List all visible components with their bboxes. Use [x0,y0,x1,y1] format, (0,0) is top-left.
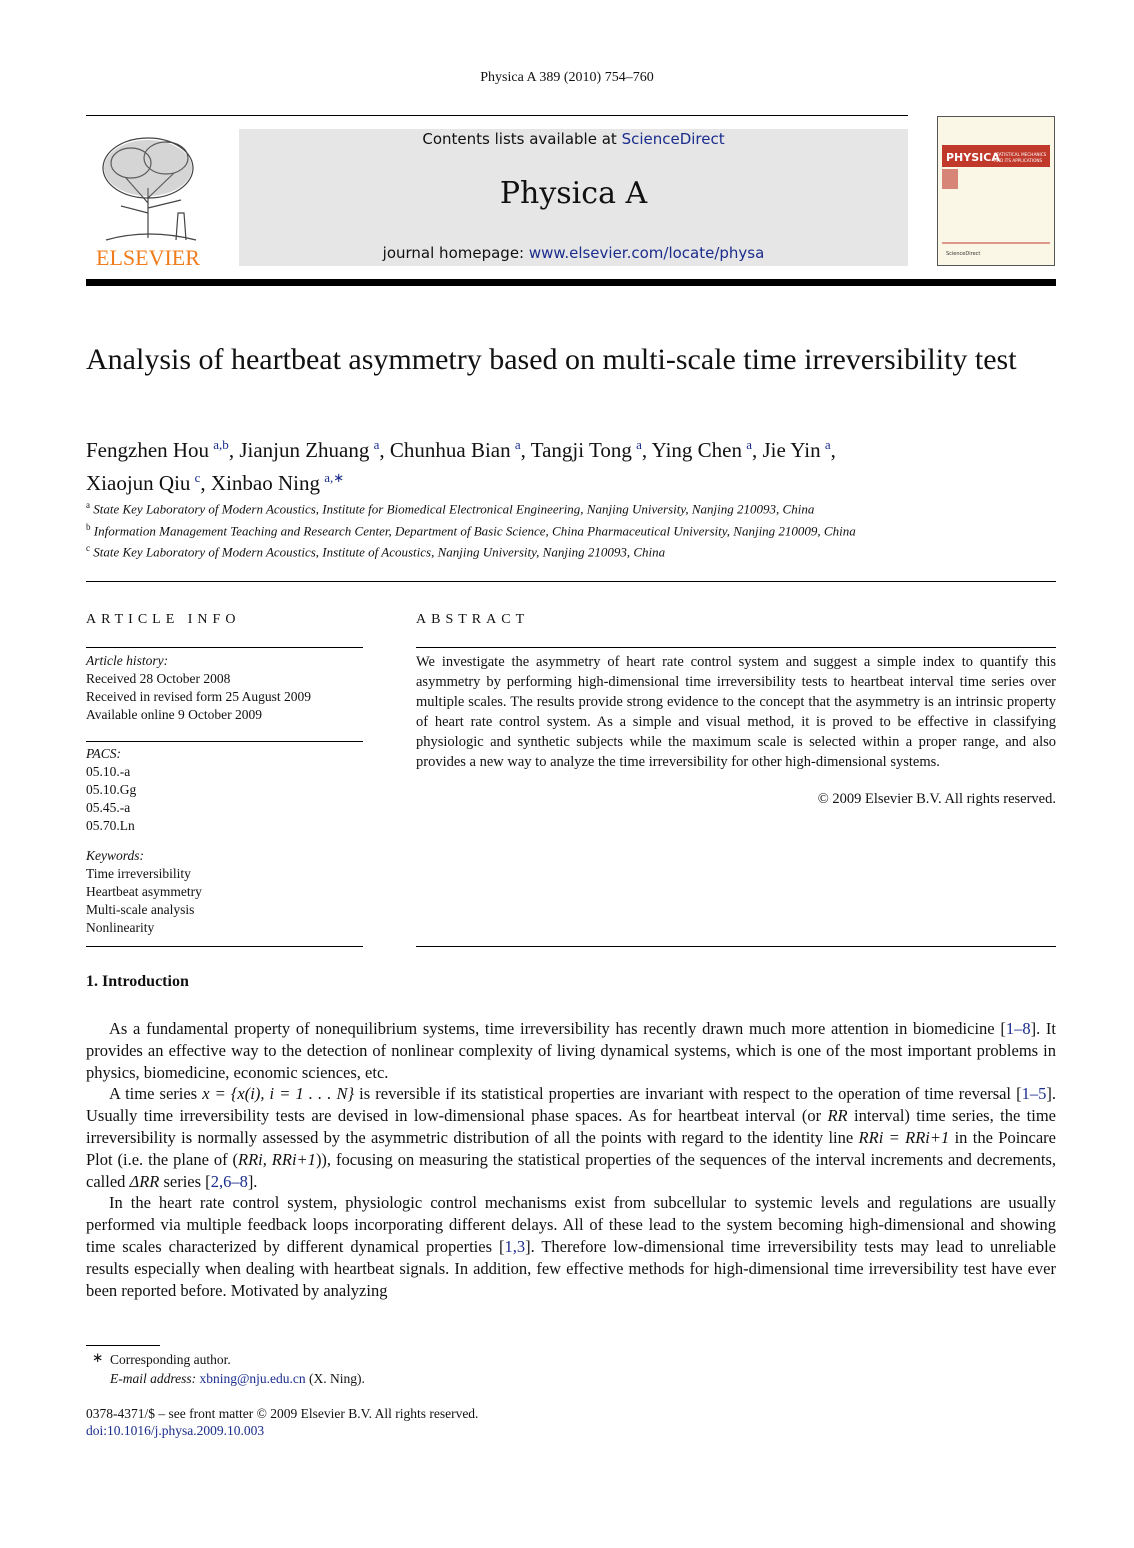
pacs-block [86,745,366,835]
affiliation-text: State Key Laboratory of Modern Acoustics, Institute of Acoustics, Nanjing University, Nanjing 210093, China [93,544,666,560]
affiliation-c [86,543,1056,560]
abstract-copyright: © 2009 Elsevier B.V. All rights reserved. [817,791,1056,807]
abstract-heading: ABSTRACT [416,612,530,627]
affiliation-text: Information Management Teaching and Research Center, Department of Basic Science, China Pharmaceutical University, Nanjing 210009, China [93,523,856,539]
abstract-text: We investigate the asymmetry of heart rate control system and suggest a simple index to quantify this asymmetry by performing high-dimensional time irreversibility tests to heartbeat interval time series over multiple scales. The results provide strong evidence to the concept that the asymmetry is an intrinsic property of heart rate control system. As a simple and visual method, it is proved to be effective in classifying physiologic and synthetic subjects while the maximum scale is selected within a proper range, and also provides a new way to analyze the time irreversibility for other high-dimensional systems. [416,654,1056,770]
citation-link[interactable]: 1–5 [1021,1084,1047,1104]
paragraph: As a fundamental property of nonequilibrium systems, time irreversibility has recently drawn much more attention in biomedicine [1–8]. It provides an effective way to the detection of nonlinear complexity of living dynamical systems, which is one of the most important problems in physics, biomedicine, economic sciences, etc. [86,1019,1056,1082]
paragraph: In the heart rate control system, physiologic control mechanisms exist from subcellular to systemic levels and regulations are usually performed via multiple feedback loops incorporating different delays. All of these lead to the system becoming high-dimensional and showing time scales characterized by different dynamical properties [1,3]. Therefore low-dimensional time irreversibility tests may lead to unreliable results especially when dealing with heartbeat signals. In addition, few effective methods for high-dimensional time irreversibility test have ever been reported before. Motivated by analyzing [86,1193,1056,1300]
author-affiliation-mark[interactable]: c [194,470,201,485]
contents-line [239,130,908,148]
contents-prefix: Contents lists available at [422,130,617,148]
keywords-label: Keywords: [86,848,144,863]
abstract-rule [416,647,1056,648]
pacs-item: 05.45.-a [86,800,131,815]
svg-text:PHYSICA: PHYSICA [946,151,1000,164]
header-rule [86,115,908,116]
affiliation-mark: a [86,500,90,510]
pacs-label: PACS: [86,746,122,761]
keyword-item: Time irreversibility [86,866,191,881]
corresponding-author: Corresponding author. [110,1352,231,1367]
email-suffix: (X. Ning). [309,1371,365,1386]
author-name: Xinbao Ning [210,471,320,495]
header-thick-rule [86,279,1056,286]
elsevier-logo [86,128,211,268]
intro-body [86,1018,1056,1301]
citation-link[interactable]: 1–8 [1005,1019,1031,1038]
history-item: Available online 9 October 2009 [86,707,262,722]
email-link[interactable]: xbning@nju.edu.cn [199,1371,306,1386]
cover-icon [938,117,1054,265]
affiliation-mark: b [86,522,91,532]
homepage-prefix: journal homepage: [382,244,525,262]
affiliation-text: State Key Laboratory of Modern Acoustics, Institute for Biomedical Electronical Engineering, Nanjing University, Nanjing 210093, China [93,501,815,517]
math-inline: ΔRR [129,1171,160,1191]
affiliation-b [86,522,1056,539]
affiliation-mark: c [86,543,90,553]
abstract-rule [416,946,1056,947]
author-affiliation-mark[interactable]: a [636,437,642,452]
author-name: Ying Chen [651,438,742,462]
author-list: Fengzhen Hou $^{a,b}$, Jianjun Zhuang $^a$, Chunhua Bian $^a$, Tangji Tong $^a$, Ying Chen $^a$, Jie Yin $^a$, Xiaojun Qiu $^c$, Xinbao Ning $^{a,∗}$ [86,437,836,495]
footnote-rule [86,1345,160,1346]
math-inline: RR [827,1106,848,1126]
journal-cover-image [937,116,1055,266]
pacs-item: 05.10.-a [86,764,131,779]
homepage-line [239,244,908,262]
article-info-heading: ARTICLE INFO [86,612,241,627]
journal-reference: Physica A 389 (2010) 754–760 [480,70,654,85]
author-affiliation-mark[interactable]: a [824,437,831,452]
footnote-mark: ∗ [92,1350,104,1365]
author-name: Jie Yin [762,438,821,462]
history-label: Article history: [86,653,169,668]
author-name: Chunhua Bian [389,438,511,462]
info-rule [86,647,363,648]
citation-link[interactable]: 2,6–8 [210,1171,248,1191]
paragraph: A time series x = {x(i), i = 1 . . . N} is reversible if its statistical properties are invariant with respect to the operation of time reversal [1–5]. Usually time irreversibility tests are devised in low-dimensional phase spaces. As for heartbeat interval (or RR interval) time series, the time irreversibility is normally assessed by the asymmetric distribution of all the points with regard to the identity line RRi = RRi+1 in the Poincare Plot (i.e. the plane of (RRi, RRi+1)), focusing on measuring the statistical properties of the sequences of the interval increments and decrements, called ΔRR series [2,6–8]. [86,1084,1056,1191]
issn-line: 0378-4371/$ – see front matter © 2009 Elsevier B.V. All rights reserved. [86,1406,479,1421]
affiliation-a [86,500,1056,517]
doi-link[interactable]: doi:10.1016/j.physa.2009.10.003 [86,1423,265,1438]
math-inline: x = {x(i), i = 1 . . . N} [202,1084,355,1104]
math-inline: RRi, RRi+1 [238,1149,316,1169]
homepage-link[interactable]: www.elsevier.com/locate/physa [528,244,765,262]
email-line [110,1371,365,1387]
sciencedirect-link[interactable]: ScienceDirect [621,130,725,148]
svg-text:ScienceDirect: ScienceDirect [946,251,981,257]
keyword-item: Heartbeat asymmetry [86,884,202,899]
keywords-block [86,847,366,937]
svg-text:STATISTICAL MECHANICS: STATISTICAL MECHANICS [994,152,1047,157]
author-affiliation-mark[interactable]: a,b [213,437,229,452]
pacs-item: 05.70.Ln [86,818,135,833]
section-rule [86,581,1056,582]
svg-text:AND ITS APPLICATIONS: AND ITS APPLICATIONS [994,158,1043,163]
article-history [86,652,366,724]
author-affiliation-mark[interactable]: a [373,437,380,452]
keyword-item: Nonlinearity [86,920,155,935]
author-name: Fengzhen Hou [86,438,210,462]
author-affiliation-mark[interactable]: a,∗ [324,470,345,485]
citation-link[interactable]: 1,3 [504,1236,526,1256]
history-item: Received in revised form 25 August 2009 [86,689,311,704]
author-name: Tangji Tong [530,438,632,462]
math-inline: RRi = RRi+1 [858,1127,950,1147]
author-affiliation-mark[interactable]: a [514,437,521,452]
info-rule [86,946,363,947]
article-title: Analysis of heartbeat asymmetry based on multi-scale time irreversibility test [86,343,1017,376]
elsevier-tree-icon [86,128,211,268]
doi-line [86,1423,264,1439]
email-label: E-mail address: [110,1371,197,1386]
info-rule [86,741,363,742]
pacs-item: 05.10.Gg [86,782,137,797]
svg-text:ELSEVIER: ELSEVIER [96,245,200,268]
author-name: Jianjun Zhuang [239,438,370,462]
journal-name: Physica A [499,176,648,211]
history-item: Received 28 October 2008 [86,671,231,686]
author-affiliation-mark[interactable]: a [746,437,752,452]
author-name: Xiaojun Qiu [86,471,191,495]
keyword-item: Multi-scale analysis [86,902,195,917]
section-heading: 1. Introduction [86,973,189,990]
